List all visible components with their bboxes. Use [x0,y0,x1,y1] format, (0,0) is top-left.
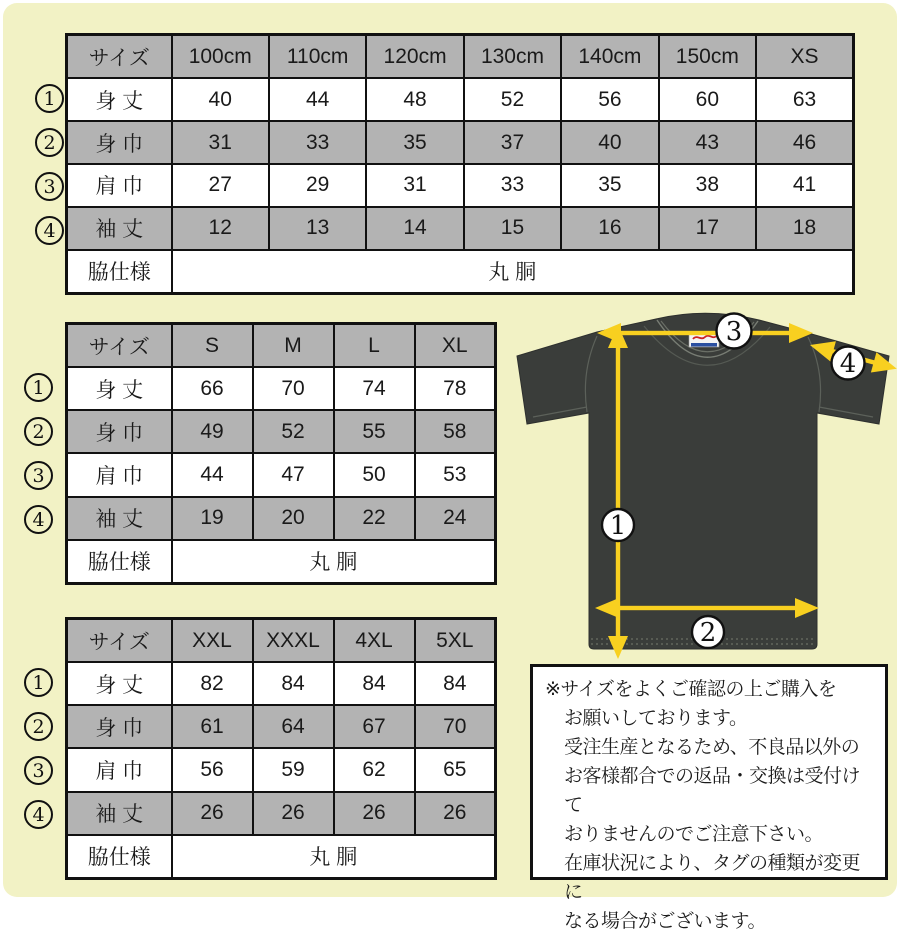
svg-text:4: 4 [839,349,857,379]
measure-label: 肩 巾 [67,748,172,791]
measure-value-cell: 48 [366,78,463,121]
size-column-header: XXXL [253,619,334,663]
measure-value-cell: 26 [253,792,334,835]
measure-label: 身 丈 [67,662,172,705]
measure-value-cell: 65 [415,748,496,791]
circled-number-4: 4 [24,800,53,829]
side-spec-label: 脇仕様 [67,250,172,294]
measure-value-cell: 84 [253,662,334,705]
measure-label: 身 巾 [67,410,172,453]
callout-circle-3 [717,314,752,349]
callout-circle-4 [832,347,865,380]
size-column-header: L [334,324,415,368]
measure-value-cell: 82 [172,662,253,705]
note-line: 在庫状況により、タグの種類が変更に [564,853,861,903]
measure-label: 身 巾 [67,705,172,748]
circled-number-4: 4 [35,216,64,245]
big-sizes-grid [65,617,497,880]
measure-value-cell: 18 [756,207,853,250]
measure-value-cell: 26 [172,792,253,835]
measure-value-cell: 60 [659,78,756,121]
measure-value-cell: 20 [253,497,334,540]
measure-label: 身 巾 [67,121,172,164]
note-line: ※サイズをよくご確認の上ご購入を [545,679,837,700]
measure-value-cell: 41 [756,164,853,207]
measure-value-cell: 56 [172,748,253,791]
measure-value-cell: 66 [172,367,253,410]
measure-value-cell: 16 [561,207,658,250]
circled-number-1: 1 [24,668,53,697]
side-spec-value: 丸 胴 [172,835,496,879]
measure-value-cell: 14 [366,207,463,250]
size-column-header: 110cm [269,35,366,79]
measure-value-cell: 84 [334,662,415,705]
measure-value-cell: 61 [172,705,253,748]
size-column-header: 130cm [464,35,561,79]
measure-value-cell: 15 [464,207,561,250]
circled-number-1: 1 [35,84,64,113]
circled-number-3: 3 [35,172,64,201]
measure-value-cell: 12 [172,207,269,250]
measure-value-cell: 40 [172,78,269,121]
size-column-header: 140cm [561,35,658,79]
circled-number-4: 4 [24,505,53,534]
measure-value-cell: 52 [464,78,561,121]
measure-value-cell: 55 [334,410,415,453]
measure-value-cell: 74 [334,367,415,410]
measure-label: 袖 丈 [67,497,172,540]
measure-value-cell: 46 [756,121,853,164]
note-line: なる場合がございます。 [564,911,766,932]
measure-value-cell: 50 [334,453,415,496]
svg-text:3: 3 [725,317,743,347]
size-header-cell: サイズ [67,619,172,663]
circled-number-2: 2 [24,712,53,741]
measure-label: 肩 巾 [67,453,172,496]
size-column-header: 150cm [659,35,756,79]
measure-value-cell: 62 [334,748,415,791]
svg-text:1: 1 [609,511,627,541]
measure-value-cell: 49 [172,410,253,453]
measure-value-cell: 37 [464,121,561,164]
circled-number-3: 3 [24,756,53,785]
measure-value-cell: 64 [253,705,334,748]
side-spec-value: 丸 胴 [172,540,496,584]
measure-value-cell: 84 [415,662,496,705]
measure-value-cell: 26 [415,792,496,835]
side-spec-value: 丸 胴 [172,250,854,294]
circled-number-2: 2 [24,417,53,446]
measure-value-cell: 52 [253,410,334,453]
measure-label: 袖 丈 [67,207,172,250]
measure-value-cell: 26 [334,792,415,835]
circled-number-1: 1 [24,373,53,402]
measure-value-cell: 35 [366,121,463,164]
size-header-cell: サイズ [67,324,172,368]
callout-circle-1 [602,509,634,541]
size-column-header: XS [756,35,853,79]
size-column-header: XL [415,324,496,368]
purchase-note-box [530,664,888,932]
measure-value-cell: 31 [172,121,269,164]
adult-sizes-grid [65,322,497,585]
note-line: 受注生産となるため、不良品以外の [564,737,860,758]
measure-value-cell: 24 [415,497,496,540]
measure-value-cell: 58 [415,410,496,453]
measure-value-cell: 63 [756,78,853,121]
size-column-header: 100cm [172,35,269,79]
circled-number-2: 2 [35,128,64,157]
measure-value-cell: 22 [334,497,415,540]
measure-value-cell: 33 [464,164,561,207]
measure-label: 袖 丈 [67,792,172,835]
measure-value-cell: 67 [334,705,415,748]
measure-value-cell: 43 [659,121,756,164]
kids-sizes-grid [65,33,855,295]
measure-value-cell: 70 [415,705,496,748]
size-column-header: 4XL [334,619,415,663]
measure-value-cell: 78 [415,367,496,410]
kids-size-table [43,33,855,295]
measure-value-cell: 17 [659,207,756,250]
measure-value-cell: 47 [253,453,334,496]
measure-label: 肩 巾 [67,164,172,207]
adult-size-table [32,322,497,585]
measure-value-cell: 29 [269,164,366,207]
size-column-header: 120cm [366,35,463,79]
callout-circle-2 [692,616,724,648]
measure-value-cell: 38 [659,164,756,207]
measure-value-cell: 56 [561,78,658,121]
measure-label: 身 丈 [67,367,172,410]
measure-label: 身 丈 [67,78,172,121]
measure-value-cell: 59 [253,748,334,791]
side-spec-label: 脇仕様 [67,540,172,584]
circled-number-3: 3 [24,461,53,490]
svg-text:2: 2 [699,618,717,648]
note-line: おりませんのでご注意下さい。 [564,824,824,845]
side-spec-label: 脇仕様 [67,835,172,879]
measure-value-cell: 33 [269,121,366,164]
measure-value-cell: 19 [172,497,253,540]
measure-value-cell: 70 [253,367,334,410]
measure-value-cell: 31 [366,164,463,207]
measure-value-cell: 35 [561,164,658,207]
measure-value-cell: 40 [561,121,658,164]
size-column-header: M [253,324,334,368]
note-line: お客様都合での返品・交換は受付けて [564,766,861,816]
measure-value-cell: 44 [269,78,366,121]
big-size-table [32,617,497,880]
measure-value-cell: 13 [269,207,366,250]
note-line: お願いしております。 [564,708,748,729]
measure-value-cell: 27 [172,164,269,207]
tshirt-measurement-diagram [497,300,900,662]
size-column-header: 5XL [415,619,496,663]
measure-value-cell: 53 [415,453,496,496]
size-header-cell: サイズ [67,35,172,79]
size-column-header: S [172,324,253,368]
measure-value-cell: 44 [172,453,253,496]
size-column-header: XXL [172,619,253,663]
